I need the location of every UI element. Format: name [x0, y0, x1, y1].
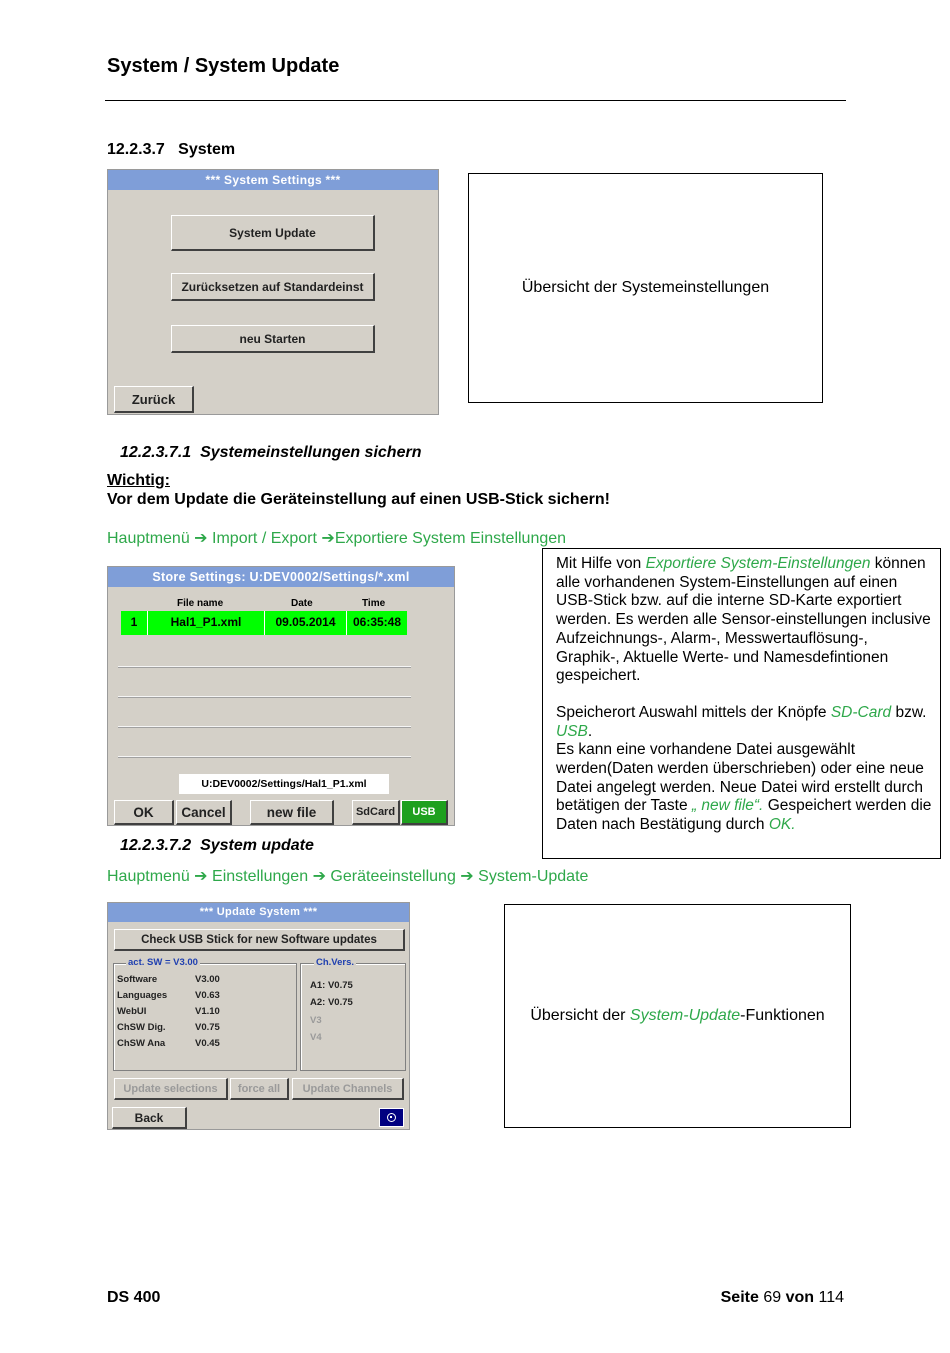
ok-button[interactable]: OK: [114, 800, 174, 825]
version-name: ChSW Dig.: [117, 1022, 166, 1033]
version-name: Languages: [117, 990, 168, 1001]
update-system-screen: [107, 902, 410, 1130]
reset-defaults-button[interactable]: Zurücksetzen auf Standardeinst: [171, 273, 375, 301]
info-text: .: [587, 722, 593, 740]
table-row-divider: [118, 756, 411, 758]
update-channels-button[interactable]: Update Channels: [292, 1078, 404, 1100]
system-update-button[interactable]: System Update: [171, 215, 375, 251]
screen-title: Store Settings: U:DEV0002/Settings/*.xml: [108, 567, 454, 587]
row-file-name: Hal1_P1.xml: [148, 611, 265, 635]
breadcrumb-item: Geräteeinstellung: [330, 868, 456, 885]
channel-version[interactable]: V3: [310, 1015, 322, 1026]
breadcrumb-item: Exportiere System Einstellungen: [334, 530, 567, 547]
usb-button[interactable]: USB: [401, 800, 448, 825]
page-header-title: System / System Update: [107, 55, 340, 77]
info-text: Gespeichert werden die Daten nach Bestätigung durch: [556, 797, 932, 834]
table-row-divider: [118, 666, 411, 668]
footer-page: 69: [763, 1289, 782, 1306]
footer-page-number: [721, 1289, 844, 1307]
arrow-right-icon: ➔: [321, 530, 335, 547]
arrow-right-icon: ➔: [312, 868, 326, 885]
update-overview-box: [504, 904, 851, 1128]
section-heading-save: 12.2.3.7.1 Systemeinstellungen sichern: [120, 444, 422, 461]
update-overview-caption: [530, 1007, 824, 1025]
clock-icon: [387, 1113, 396, 1122]
sdcard-button[interactable]: SdCard: [352, 800, 400, 825]
arrow-right-icon: ➔: [194, 868, 208, 885]
info-text: bzw.: [895, 703, 927, 721]
footer-total: 114: [818, 1289, 844, 1306]
software-version-label: act. SW = V3.00: [128, 957, 198, 968]
channel-version[interactable]: V4: [310, 1032, 322, 1043]
info-text: Speicherort Auswahl mittels der Knöpfe: [556, 703, 831, 721]
breadcrumb-item: System-Update: [478, 868, 589, 885]
important-text: Vor dem Update die Geräteinstellung auf einen USB-Stick sichern!: [107, 491, 610, 508]
version-name: ChSW Ana: [117, 1038, 166, 1049]
new-file-button[interactable]: new file: [250, 800, 334, 825]
status-icon-button[interactable]: [379, 1108, 404, 1127]
row-time: 06:35:48: [347, 611, 407, 635]
check-usb-button[interactable]: Check USB Stick for new Software updates: [114, 929, 405, 951]
system-settings-screen: [107, 169, 439, 415]
channel-version[interactable]: A1: V0.75: [310, 980, 353, 991]
channel-version[interactable]: A2: V0.75: [310, 997, 353, 1008]
version-value: V0.45: [195, 1038, 220, 1049]
update-selections-button[interactable]: Update selections: [114, 1078, 228, 1100]
version-name: Software: [117, 974, 158, 985]
column-header-date: Date: [291, 598, 313, 609]
section-heading-update: 12.2.3.7.2 System update: [120, 837, 314, 854]
info-text: Mit Hilfe von: [556, 555, 646, 572]
force-all-button[interactable]: force all: [230, 1078, 289, 1100]
row-date: 09.05.2014: [265, 611, 347, 635]
caption-text: -Funktionen: [740, 1007, 825, 1024]
usb-link-text: USB: [556, 722, 588, 740]
channel-version-label: Ch.Vers.: [316, 957, 355, 968]
arrow-right-icon: ➔: [460, 868, 474, 885]
sdcard-link-text: SD-Card: [830, 703, 892, 721]
table-row-divider: [118, 726, 411, 728]
back-button[interactable]: Zurück: [114, 386, 194, 413]
back-button[interactable]: Back: [112, 1107, 187, 1129]
export-link-text: Exportiere System-Einstellungen: [645, 555, 871, 572]
version-value: V0.75: [195, 1022, 220, 1033]
footer-product: DS 400: [107, 1289, 161, 1306]
breadcrumb-export: [107, 528, 566, 548]
version-name: WebUI: [117, 1006, 147, 1017]
cancel-button[interactable]: Cancel: [176, 800, 232, 825]
screen-title: *** System Settings ***: [108, 170, 438, 190]
version-value: V1.10: [195, 1006, 220, 1017]
row-index: 1: [121, 611, 148, 635]
footer-of-label: von: [785, 1289, 815, 1306]
system-overview-box: [468, 173, 823, 403]
restart-button[interactable]: neu Starten: [171, 325, 375, 353]
table-row-divider: [118, 696, 411, 698]
version-value: V0.63: [195, 990, 220, 1001]
breadcrumb-update: [107, 866, 588, 886]
header-rule: [105, 100, 846, 101]
info-paragraph: [556, 704, 932, 741]
info-text: können alle vorhandenen System-Einstellungen auf einen USB-Stick bzw. auf die interne SD-Karte exportiert werden. Es werden alle Sensor-einstellungen inclusive Aufzeichnungs-, Alarm-, Messwertauflösung-, Graphik-, Aktuelle Werte- und Namesdefintionen gespeichert.: [556, 555, 931, 685]
export-info-box: [542, 548, 941, 859]
info-paragraph: [556, 741, 932, 835]
file-path-field[interactable]: U:DEV0002/Settings/Hal1_P1.xml: [179, 774, 389, 794]
new-file-link-text: „ new file“.: [691, 797, 764, 815]
caption-text: Übersicht der: [530, 1007, 630, 1024]
arrow-right-icon: ➔: [194, 530, 208, 547]
breadcrumb-item: Einstellungen: [212, 868, 309, 885]
column-header-time: Time: [362, 598, 386, 609]
system-overview-caption: Übersicht der Systemeinstellungen: [521, 279, 770, 296]
section-heading-system: 12.2.3.7 System: [107, 141, 236, 158]
ok-link-text: OK.: [768, 816, 796, 834]
column-header-file: File name: [177, 598, 224, 609]
system-update-link-text: System-Update: [629, 1007, 741, 1024]
screen-title: *** Update System ***: [108, 903, 409, 922]
breadcrumb-item: Import / Export: [212, 530, 317, 547]
info-paragraph: [556, 555, 932, 686]
breadcrumb-item: Hauptmenü: [107, 530, 190, 547]
version-value: V3.00: [195, 974, 220, 985]
info-text: Es kann eine vorhandene Datei ausgewählt werden(Daten werden überschrieben) oder eine neue Datei angelegt werden. Neue Datei wird erstellt durch betätigen der Taste: [556, 741, 924, 815]
footer-page-label: Seite: [720, 1289, 759, 1306]
important-label: Wichtig:: [107, 472, 170, 489]
breadcrumb-item: Hauptmenü: [107, 868, 190, 885]
